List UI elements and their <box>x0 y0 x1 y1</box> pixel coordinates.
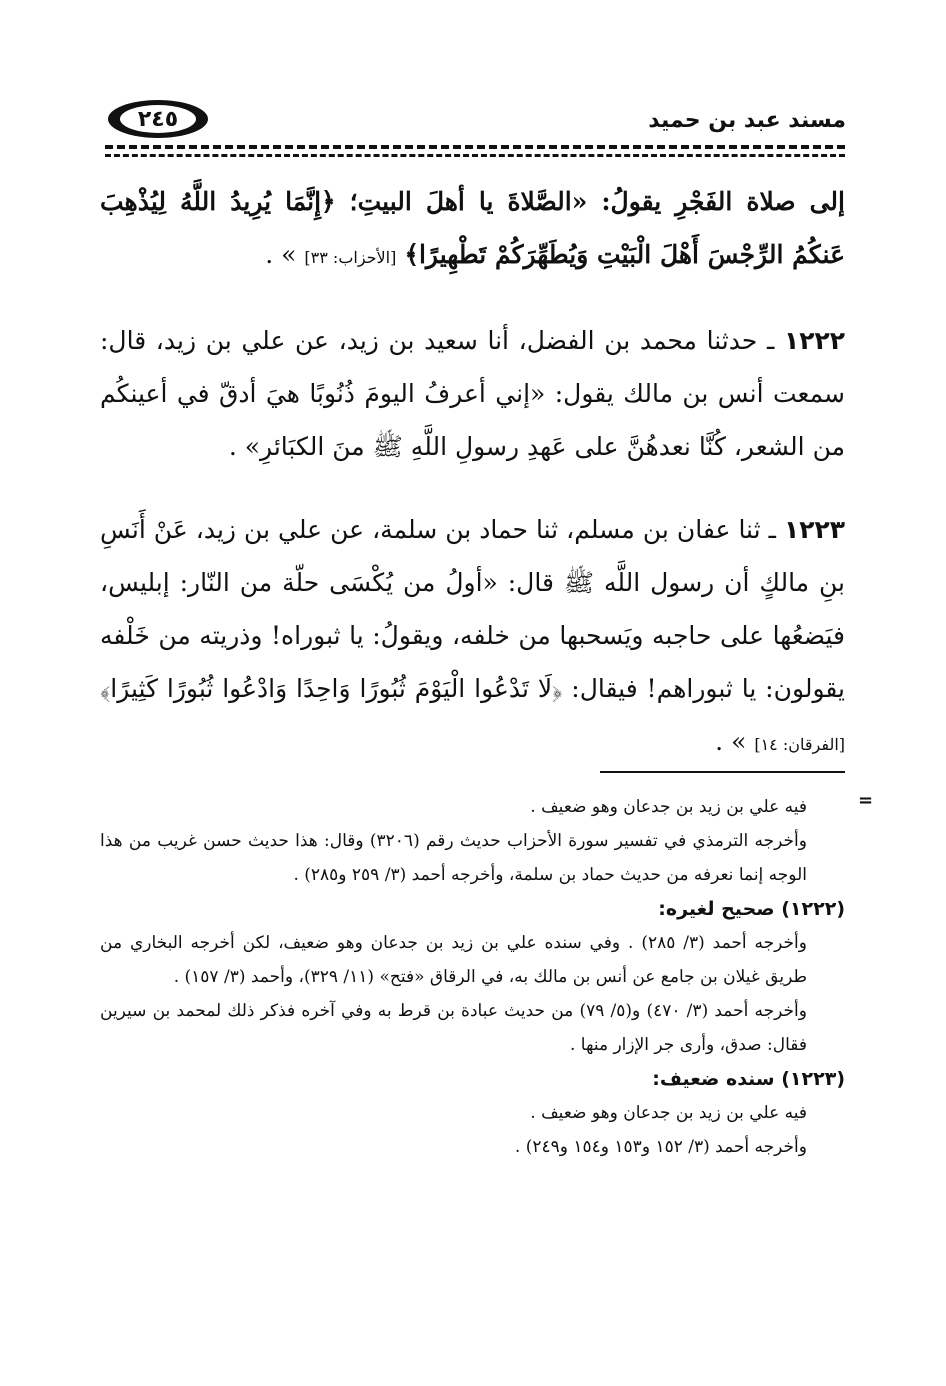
footnote-continuation-mark: = <box>858 790 874 811</box>
hadith-number: ١٢٢٣ <box>783 515 845 544</box>
intro-paragraph <box>100 175 845 284</box>
header-rule-secondary <box>105 154 845 157</box>
footnotes <box>100 790 845 1164</box>
intro-text: إلى صلاة الفَجْرِ يقولُ: «الصَّلاةَ يا أهلَ البيتِ؛ ﴿إِنَّمَا يُرِيدُ اللَّهُ لِيُذْهِبَ عَنكُمُ الرِّجْسَ أَهْلَ الْبَيْتِ وَيُطَهِّرَكُمْ تَطْهِيرًا﴾ <box>100 187 845 269</box>
intro-end: » . <box>265 240 297 269</box>
footnote-line: فيه علي بن زيد بن جدعان وهو ضعيف . <box>530 1103 807 1123</box>
hadith-1222 <box>100 314 845 473</box>
footnote-line: وأخرجه الترمذي في تفسير سورة الأحزاب حديث رقم (٣٢٠٦) وقال: هذا حديث حسن غريب من هذا الوجه إنما نعرفه من حديث حماد بن سلمة، وأخرجه أحمد (٣/ ٢٥٩ و٢٨٥) . <box>100 831 807 885</box>
hadith-number: ١٢٢٢ <box>783 326 845 355</box>
footnote-heading-1223: (١٢٢٣) سنده ضعيف: <box>652 1068 845 1090</box>
page-number: ٢٤٥ <box>120 105 196 133</box>
book-title: مسند عبد بن حميد <box>648 108 846 133</box>
hadith-end: » . <box>715 727 747 756</box>
footnote-line: وأخرجه أحمد (٣/ ٢٨٥) . وفي سنده علي بن زيد بن جدعان وهو ضعيف، لكن أخرجه البخاري من طريق غيلان بن جامع عن أنس بن مالك به، في الرقاق «فتح» (١١/ ٣٢٩)، وأحمد (٣/ ١٥٧) . <box>100 933 807 987</box>
footnote-separator <box>600 771 845 773</box>
hadith-1223 <box>100 503 845 771</box>
quran-reference: [الأحزاب: ٣٣] <box>304 248 397 267</box>
page-number-badge <box>108 100 208 138</box>
footnote-line: وأخرجه أحمد (٣/ ٤٧٠) و(٥/ ٧٩) من حديث عبادة بن قرط به وفي آخره فذكر ذلك لمحمد بن سيرين فقال: صدق، وأرى جر الإزار منها . <box>100 1001 807 1055</box>
footnote-line: فيه علي بن زيد بن جدعان وهو ضعيف . <box>530 797 807 817</box>
hadith-text: ـ ثنا عفان بن مسلم، ثنا حماد بن سلمة، عن علي بن زيد، عَنْ أَنَسِ بنِ مالكٍ أن رسول اللَّه ﷺ قال: «أولُ من يُكْسَى حلّة من النّار: إبليس، فيَضعُها على حاجبه ويَسحبها من خلفه، ويقولُ: يا ثبوراه! وذريته من خَلْفه يقولون: يا ثبوراهم! فيقال: ﴿لَا تَدْعُوا الْيَوْمَ ثُبُورًا وَاحِدًا وَادْعُوا ثُبُورًا كَثِيرًا﴾ <box>100 515 845 703</box>
header-rule <box>105 145 845 149</box>
footnote-heading-1222: (١٢٢٢) صحيح لغيره: <box>658 898 845 920</box>
quran-reference: [الفرقان: ١٤] <box>754 735 845 754</box>
page-header <box>100 98 846 142</box>
main-text <box>100 175 845 771</box>
footnote-line: وأخرجه أحمد (٣/ ١٥٢ و١٥٣ و١٥٤ و٢٤٩) . <box>514 1137 807 1157</box>
hadith-text: ـ حدثنا محمد بن الفضل، أنا سعيد بن زيد، عن علي بن زيد، قال: سمعت أنس بن مالك يقول: «إني أعرفُ اليومَ ذُنُوبًا هيَ أدقّ في أعينكُم من الشعر، كُنَّا نعدهُنَّ على عَهدِ رسولِ اللَّهِ ﷺ منَ الكبَائرِ» . <box>100 326 845 461</box>
